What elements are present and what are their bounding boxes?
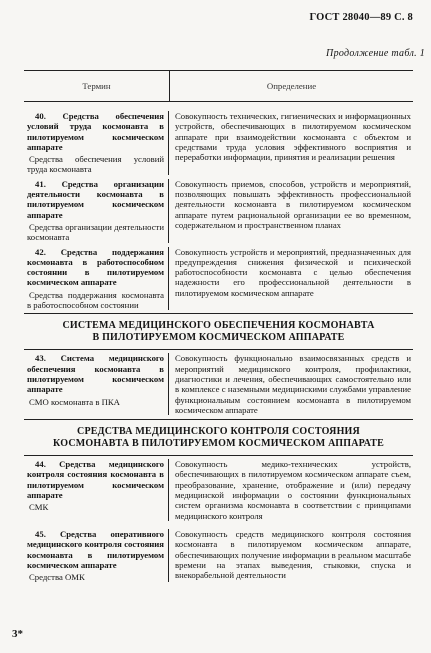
term-text: 42. Средства поддержания космонавта в работоспособном состоянии в пилотируемом космическом аппарате — [27, 246, 164, 288]
standard-reference: ГОСТ 28040—89 С. 8 — [309, 12, 413, 23]
definition-cell — [169, 179, 413, 243]
terms-table — [24, 70, 413, 588]
section-heading — [24, 419, 413, 456]
term-cell — [24, 179, 169, 243]
term-synonym: СМК — [29, 502, 49, 513]
definition-text: Совокупность средств медицинского контроля состояния космонавта в пилотируемом космическом аппарате, обеспечивающих получение информации в реальном масштабе времени на этапах выведения, стыковки, спуска и внекорабельной деятельности — [175, 528, 411, 581]
term-text: 40. Средства обеспечения условий труда космонавта в пилотируемом космическом аппарате — [27, 111, 164, 152]
table-row — [24, 350, 413, 419]
definition-text: Совокупность медико-технических устройств, обеспечивающих в пилотируемом космическом аппарате съем, преобразование, хранение, отображение и (или) передачу медицинской информации о состоянии функциональных систем организма космонавта в соответствии с принципами медицинского контроля — [175, 459, 411, 521]
section-heading-line: КОСМОНАВТА В ПИЛОТИРУЕМОМ КОСМИЧЕСКОМ АППАРАТЕ — [53, 438, 384, 450]
table-row — [24, 456, 413, 529]
definition-text: Совокупность приемов, способов, устройств и мероприятий, позволяющих повышать эффективность профессиональной деятельности космонавта в пилотируемом космическом аппарате путем рациональной организации ее во временном, содержательном и пространственном планах — [175, 178, 411, 230]
section-heading-line: В ПИЛОТИРУЕМОМ КОСМИЧЕСКОМ АППАРАТЕ — [92, 332, 345, 344]
term-synonym: Средства обеспечения условий труда космонавта — [27, 154, 164, 175]
term-cell — [24, 459, 169, 521]
column-header-term: Термин — [24, 71, 170, 101]
definition-text: Совокупность устройств и мероприятий, предназначенных для предупреждения снижения физической и психической работоспособности космонавта с целью обеспечения надежности его профессиональной деятельности в пилотируемом космическом аппарате — [175, 246, 411, 298]
section-heading — [24, 313, 413, 350]
table-continuation-label: Продолжение табл. 1 — [326, 48, 425, 59]
column-header-definition: Определение — [266, 81, 317, 91]
term-cell — [24, 247, 169, 311]
definition-cell — [169, 353, 413, 415]
section-heading-line: СРЕДСТВА МЕДИЦИНСКОГО КОНТРОЛЯ СОСТОЯНИЯ — [77, 426, 360, 438]
term-text: 41. Средства организации деятельности космонавта в пилотируемом космическом аппарате — [27, 178, 164, 220]
definition-cell — [169, 459, 413, 521]
definition-cell — [169, 529, 413, 582]
definition-text: Совокупность функционально взаимосвязанных средств и мероприятий медицинского контроля, профилактики, диагностики и лечения, обеспечивающих самостоятельно или в комплексе с наземными медицинскими службами управление функциональным состоянием космонавта в пилотируемом космическом аппарате — [175, 353, 411, 415]
term-text: 43. Система медицинского обеспечения космонавта в пилотируемом космическом аппарате — [27, 353, 164, 395]
term-cell — [24, 111, 169, 175]
term-cell — [24, 529, 169, 582]
definition-text: Совокупность технических, гигиенических и информационных устройств, обеспечивающих в пилотируемом космическом аппарате при взаимодействии космонавта с объектом и средствами труда условия эффективного восприятия и переработки информации, принятия и реализации решения — [175, 111, 411, 163]
page-header — [18, 12, 413, 28]
table-row — [24, 247, 413, 314]
term-synonym: Средства организации деятельности космонавта — [27, 221, 164, 243]
table-row — [24, 179, 413, 247]
definition-cell — [169, 247, 413, 311]
term-cell — [24, 353, 169, 415]
term-synonym: Средства ОМК — [29, 572, 85, 583]
table-body — [24, 102, 413, 588]
term-text: 44. Средства медицинского контроля состояния космонавта в пилотируемом космическом аппарате — [27, 459, 164, 501]
table-row — [24, 529, 413, 588]
definition-cell — [169, 111, 413, 175]
section-heading-line: СИСТЕМА МЕДИЦИНСКОГО ОБЕСПЕЧЕНИЯ КОСМОНАВТА — [62, 320, 375, 332]
table-row — [24, 102, 413, 179]
term-synonym: СМО космонавта в ПКА — [29, 396, 120, 407]
page-number: 3* — [12, 628, 23, 640]
term-text: 45. Средства оперативного медицинского контроля состояния космонавта в пилотируемом космическом аппарате — [27, 528, 164, 570]
table-header-row — [24, 70, 413, 102]
term-synonym: Средства поддержания космонавта в работоспособном состоянии — [27, 289, 164, 311]
